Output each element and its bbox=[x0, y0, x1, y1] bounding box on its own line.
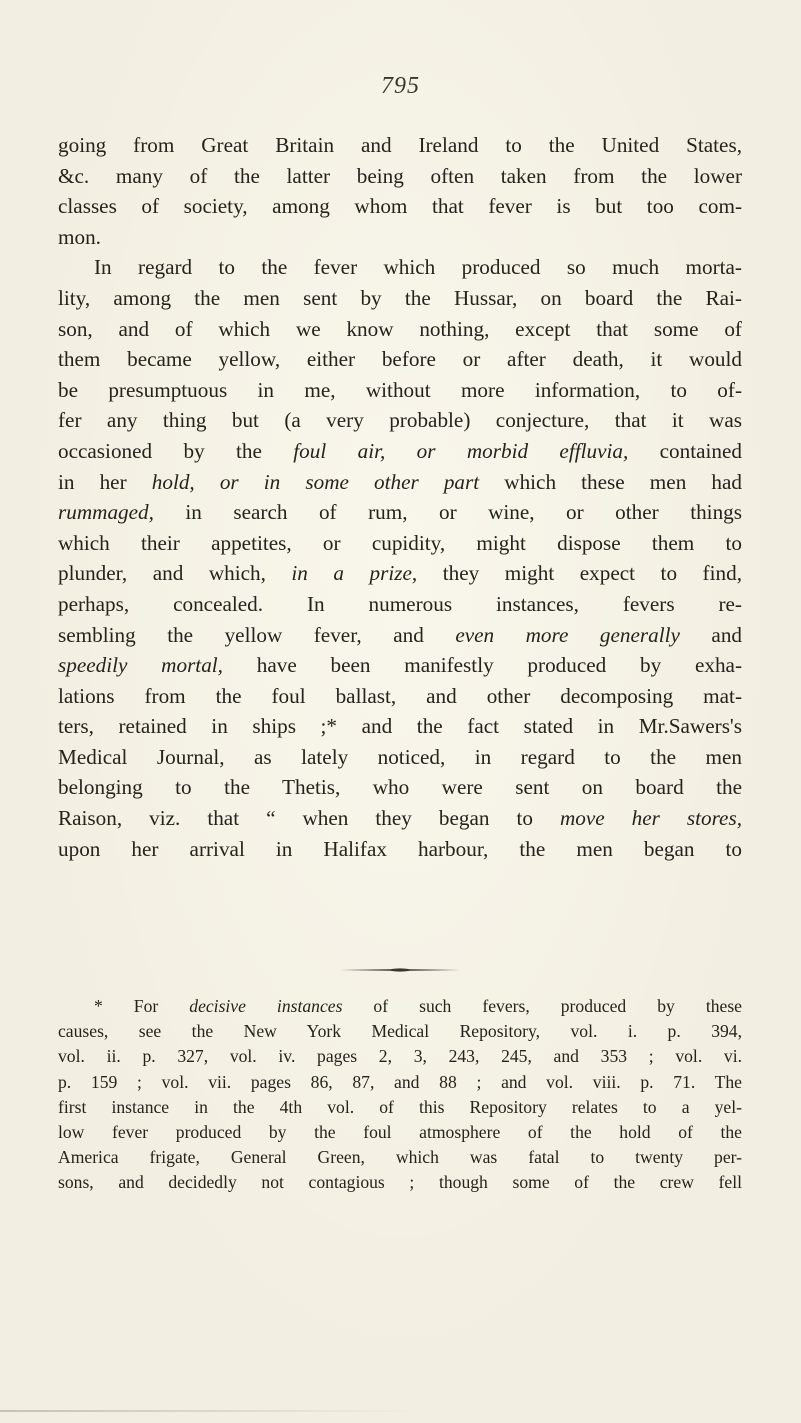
body-line bbox=[58, 497, 742, 528]
body-text: them became yellow, either before or after death, it would bbox=[58, 347, 742, 372]
footnote-line bbox=[58, 1044, 742, 1069]
body-line bbox=[58, 650, 742, 681]
body-line bbox=[58, 283, 742, 314]
body-text: &c. many of the latter being often taken from the lower bbox=[58, 163, 742, 188]
body-italic-text: rummaged, bbox=[58, 500, 154, 525]
body-text: upon her arrival in Halifax harbour, the men began to bbox=[58, 836, 742, 861]
footnote-text: of such fevers, produced by these bbox=[342, 996, 742, 1016]
body-line bbox=[58, 344, 742, 375]
body-line bbox=[58, 375, 742, 406]
body-text: perhaps, concealed. In numerous instances, fevers re- bbox=[58, 591, 742, 616]
body-line bbox=[58, 620, 742, 651]
body-line bbox=[58, 711, 742, 742]
page-number: 795 bbox=[381, 73, 420, 99]
body-line bbox=[58, 161, 742, 192]
body-text bbox=[58, 130, 742, 864]
body-text: belonging to the Thetis, who were sent on board the bbox=[58, 775, 742, 800]
body-text: occasioned by the bbox=[58, 438, 294, 463]
footnote-line bbox=[58, 994, 742, 1019]
body-text: lity, among the men sent by the Hussar, on board the Rai- bbox=[58, 285, 742, 310]
footnote-line bbox=[58, 1095, 742, 1120]
body-text: in her bbox=[58, 469, 152, 494]
body-text: sembling the yellow fever, and bbox=[58, 622, 456, 647]
body-line bbox=[58, 436, 742, 467]
footnote-line bbox=[58, 1019, 742, 1044]
body-line bbox=[58, 130, 742, 161]
body-italic-text: foul air, or morbid effluvia, bbox=[293, 438, 629, 463]
body-text: lations from the foul ballast, and other decomposing mat- bbox=[58, 683, 742, 708]
body-line bbox=[58, 314, 742, 345]
body-text: in search of rum, or wine, or other things bbox=[153, 500, 742, 525]
body-text: mon. bbox=[58, 224, 101, 249]
footnote-line bbox=[58, 1070, 742, 1095]
footnote bbox=[58, 994, 742, 1196]
body-line bbox=[58, 222, 742, 253]
body-text: Raison, viz. that “ when they began to bbox=[58, 806, 560, 831]
body-italic-text: even more generally bbox=[455, 622, 680, 647]
footnote-italic-text: decisive instances bbox=[189, 996, 343, 1016]
footnote-text: first instance in the 4th vol. of this Repository relates to a yel- bbox=[58, 1096, 742, 1117]
body-italic-text: speedily mortal, bbox=[58, 653, 223, 678]
footnote-text: causes, see the New York Medical Repository, vol. i. p. 394, bbox=[58, 1021, 742, 1042]
body-text: contained bbox=[628, 438, 742, 463]
footnote-line bbox=[58, 1170, 742, 1195]
body-text: plunder, and which, bbox=[58, 561, 292, 586]
body-line bbox=[58, 191, 742, 222]
body-text: classes of society, among whom that fever is but too com- bbox=[58, 194, 742, 219]
footnote-text: p. 159 ; vol. vii. pages 86, 87, and 88 ; and vol. viii. p. 71. The bbox=[58, 1071, 742, 1092]
footnote-text: low fever produced by the foul atmosphere of the hold of the bbox=[58, 1121, 742, 1142]
body-text: going from Great Britain and Ireland to the United States, bbox=[58, 133, 742, 157]
body-italic-text: move her stores, bbox=[559, 806, 743, 831]
body-text: fer any thing but (a very probable) conjecture, that it was bbox=[58, 408, 742, 433]
footnote-text: * For bbox=[94, 996, 190, 1016]
body-line bbox=[58, 528, 742, 559]
footnote-text: America frigate, General Green, which was fatal to twenty per- bbox=[58, 1147, 742, 1168]
body-line bbox=[58, 772, 742, 803]
body-line bbox=[58, 834, 742, 865]
body-line bbox=[58, 742, 742, 773]
body-line bbox=[58, 252, 742, 283]
body-line bbox=[58, 803, 742, 834]
body-text: son, and of which we know nothing, except that some of bbox=[58, 316, 742, 341]
body-text: which these men had bbox=[479, 469, 742, 494]
body-line bbox=[58, 467, 742, 498]
footnote-separator-rule bbox=[340, 967, 460, 973]
footnote-line bbox=[58, 1145, 742, 1170]
body-line bbox=[58, 405, 742, 436]
body-text: be presumptuous in me, without more information, to of- bbox=[58, 377, 742, 402]
body-text: ters, retained in ships ;* and the fact stated in Mr.Sawers's bbox=[58, 714, 742, 739]
page-edge-shadow bbox=[0, 1410, 420, 1412]
body-line bbox=[58, 681, 742, 712]
body-text: and bbox=[679, 622, 743, 647]
body-text: Medical Journal, as lately noticed, in regard to the men bbox=[58, 744, 742, 769]
footnote-text: sons, and decidedly not contagious ; though some of the crew fell bbox=[58, 1172, 742, 1193]
body-text: which their appetites, or cupidity, might dispose them to bbox=[58, 530, 742, 555]
body-line bbox=[58, 558, 742, 589]
body-text: In regard to the fever which produced so much morta- bbox=[94, 255, 742, 280]
body-line bbox=[58, 589, 742, 620]
footnote-text: vol. ii. p. 327, vol. iv. pages 2, 3, 243, 245, and 353 ; vol. vi. bbox=[58, 1046, 742, 1067]
body-text: have been manifestly produced by exha- bbox=[222, 653, 742, 678]
body-text: they might expect to find, bbox=[417, 561, 742, 586]
body-italic-text: in a prize, bbox=[291, 561, 418, 586]
footnote-line bbox=[58, 1120, 742, 1145]
body-italic-text: hold, or in some other part bbox=[151, 469, 480, 494]
